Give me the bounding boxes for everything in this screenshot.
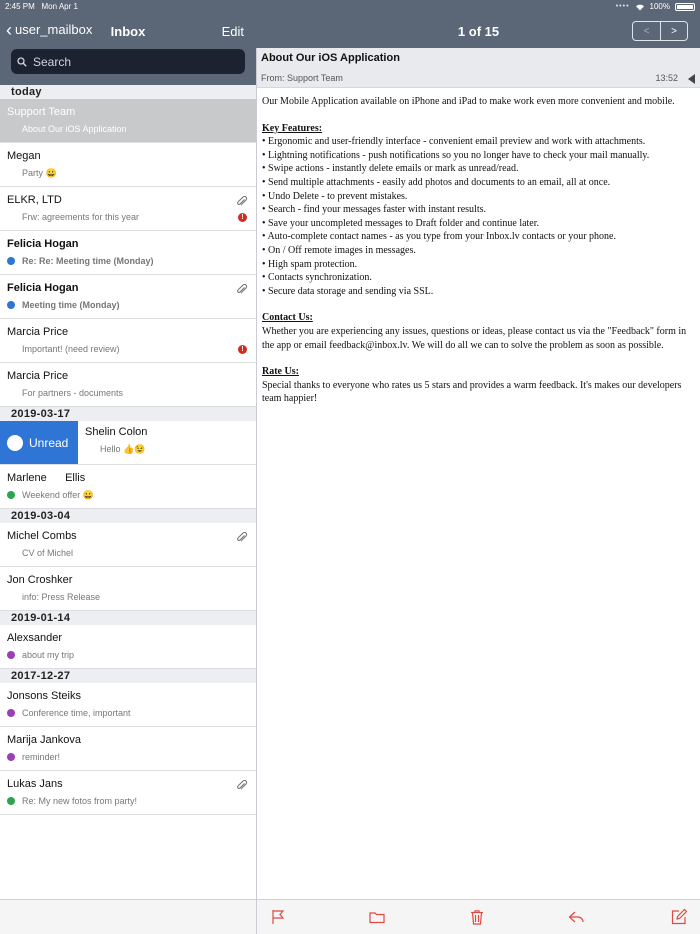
edit-button[interactable]: Edit bbox=[221, 24, 244, 39]
label-dot-icon bbox=[7, 651, 15, 659]
contact-text: Whether you are experiencing any issues, questions or ideas, please contact us via the "Feedback" form in the app or email feedback@inbox.lv. We will do all we can to solve the problem as soon as possible. bbox=[262, 325, 687, 351]
rate-heading: Rate Us: bbox=[262, 366, 299, 378]
status-right bbox=[616, 0, 695, 14]
message-subject: Re: My new fotos from party! bbox=[22, 796, 138, 806]
message-subject: info: Press Release bbox=[22, 592, 101, 602]
rate-block bbox=[262, 365, 694, 406]
status-time: 2:45 PM Mon Apr 1 bbox=[5, 2, 78, 11]
feature-item: • Auto-complete contact names - as you type from your Inbox.lv contacts or your phone. bbox=[262, 231, 616, 243]
list-item[interactable] bbox=[0, 683, 256, 727]
section-header: 2019-03-17 bbox=[0, 407, 256, 421]
message-subject: Important! (need review) bbox=[22, 344, 120, 354]
list-item[interactable] bbox=[0, 99, 256, 143]
paperclip-icon bbox=[236, 284, 248, 296]
section-header: 2017-12-27 bbox=[0, 669, 256, 683]
message-sender: Lukas Jans bbox=[7, 778, 63, 790]
message-sender: Jon Croshker bbox=[7, 574, 73, 586]
wifi-icon bbox=[635, 3, 645, 11]
section-header: 2019-01-14 bbox=[0, 611, 256, 625]
message-sender: Felicia Hogan bbox=[7, 238, 79, 250]
previous-message-button[interactable]: < bbox=[643, 25, 650, 37]
list-item[interactable] bbox=[0, 275, 256, 319]
message-subject: Frw: agreements for this year bbox=[22, 212, 140, 222]
message-sender: Marlene Ellis bbox=[7, 472, 86, 484]
list-item[interactable] bbox=[0, 771, 256, 815]
next-message-button[interactable]: > bbox=[660, 22, 687, 40]
intro-paragraph: Our Mobile Application available on iPhone and iPad to make work even more convenient and mobile. bbox=[262, 96, 675, 107]
label-dot-icon bbox=[7, 753, 15, 761]
battery-icon bbox=[675, 3, 695, 11]
trash-icon[interactable] bbox=[468, 908, 486, 926]
chevron-left-icon: ‹ bbox=[6, 19, 12, 40]
message-subject: reminder! bbox=[22, 752, 61, 762]
unread-dot-icon bbox=[7, 301, 15, 309]
message-title: About Our iOS Application bbox=[257, 48, 700, 69]
reader-nav bbox=[257, 14, 700, 48]
feature-item: • High spam protection. bbox=[262, 258, 358, 270]
search-input[interactable] bbox=[33, 55, 233, 69]
compose-icon[interactable] bbox=[670, 908, 688, 926]
message-counter: 1 of 15 bbox=[457, 24, 500, 39]
feature-item: • Ergonomic and user-friendly interface - convenient email preview and work with attachments. bbox=[262, 136, 646, 148]
feature-item: • Contacts synchronization. bbox=[262, 272, 372, 284]
section-header: 2019-03-04 bbox=[0, 509, 256, 523]
list-item[interactable] bbox=[0, 187, 256, 231]
list-item[interactable] bbox=[0, 231, 256, 275]
contact-block bbox=[262, 311, 694, 352]
feature-item: • Send multiple attachments - easily add photos and documents to an email, all at once. bbox=[262, 176, 611, 188]
label-dot-icon bbox=[7, 709, 15, 717]
reply-icon[interactable] bbox=[567, 908, 585, 926]
feature-item: • Undo Delete - to prevent mistakes. bbox=[262, 190, 408, 202]
collapse-triangle-icon[interactable] bbox=[688, 74, 695, 84]
signal-icon: •••• bbox=[615, 3, 630, 10]
search-bar bbox=[0, 48, 256, 85]
flag-icon[interactable] bbox=[269, 908, 287, 926]
message-sender: Support Team bbox=[7, 106, 76, 118]
list-item[interactable] bbox=[0, 465, 256, 509]
message-subject: Hello 👍😉 bbox=[100, 444, 146, 454]
message-sender: Marcia Price bbox=[7, 370, 69, 382]
navigation-bar bbox=[0, 0, 700, 48]
message-subject: Weekend offer 😀 bbox=[22, 490, 94, 500]
back-label: user_mailbox bbox=[15, 22, 93, 37]
message-subject: About Our iOS Application bbox=[22, 124, 127, 134]
list-item[interactable] bbox=[0, 625, 256, 669]
folder-icon[interactable] bbox=[368, 908, 386, 926]
section-header: today bbox=[0, 85, 256, 99]
message-toolbar bbox=[257, 899, 700, 934]
pager bbox=[632, 21, 688, 41]
message-from: From: Support Team bbox=[261, 73, 343, 83]
mark-unread-label: Unread bbox=[29, 435, 69, 450]
message-subject: Re: Re: Meeting time (Monday) bbox=[22, 256, 154, 266]
message-subject: Conference time, important bbox=[22, 708, 131, 718]
message-sender: Felicia Hogan bbox=[7, 282, 79, 294]
important-icon: ! bbox=[238, 345, 247, 354]
status-bar bbox=[0, 0, 700, 14]
battery-percent: 100% bbox=[649, 2, 670, 11]
list-toolbar bbox=[0, 899, 256, 934]
message-list[interactable] bbox=[0, 85, 256, 899]
feature-item: • Lightning notifications - push notifications so you no longer have to check your mail manually. bbox=[262, 149, 650, 161]
message-sender: Shelin Colon bbox=[85, 426, 148, 438]
message-subject: For partners - documents bbox=[22, 388, 124, 398]
message-sender: Michel Combs bbox=[7, 530, 77, 542]
paperclip-icon bbox=[236, 780, 248, 792]
rate-text: Special thanks to everyone who rates us 5 stars and provides a warm feedback. It's makes our developers team happier! bbox=[262, 379, 682, 405]
feature-item: • Secure data storage and sending via SSL. bbox=[262, 285, 434, 297]
list-item[interactable] bbox=[0, 727, 256, 771]
paperclip-icon bbox=[236, 532, 248, 544]
contact-heading: Contact Us: bbox=[262, 312, 313, 324]
features-block bbox=[262, 122, 694, 299]
message-sender: Marija Jankova bbox=[7, 734, 81, 746]
mark-unread-button[interactable] bbox=[0, 421, 78, 464]
message-sender: Megan bbox=[7, 150, 41, 162]
list-item[interactable] bbox=[0, 567, 256, 611]
message-subject: CV of Michel bbox=[22, 548, 74, 558]
feature-item: • On / Off remote images in messages. bbox=[262, 244, 416, 256]
unread-circle-icon bbox=[7, 435, 23, 451]
list-item[interactable] bbox=[0, 319, 256, 363]
search-icon bbox=[17, 57, 27, 67]
list-item[interactable] bbox=[0, 143, 256, 187]
label-dot-icon bbox=[7, 491, 15, 499]
search-field[interactable] bbox=[11, 49, 245, 74]
message-time: 13:52 bbox=[655, 73, 678, 83]
label-dot-icon bbox=[7, 797, 15, 805]
message-subject: about my trip bbox=[22, 650, 75, 660]
message-sender: Alexsander bbox=[7, 632, 63, 644]
list-item[interactable] bbox=[0, 363, 256, 407]
reading-pane bbox=[257, 48, 700, 899]
message-sender: Marcia Price bbox=[7, 326, 69, 338]
paperclip-icon bbox=[236, 196, 248, 208]
message-subject: Meeting time (Monday) bbox=[22, 300, 120, 310]
message-header bbox=[257, 69, 700, 88]
list-item[interactable] bbox=[0, 421, 256, 465]
unread-dot-icon bbox=[7, 257, 15, 265]
important-icon: ! bbox=[238, 213, 247, 222]
message-subject: Party 😀 bbox=[22, 168, 57, 178]
message-sender: Jonsons Steiks bbox=[7, 690, 81, 702]
message-sender: ELKR, LTD bbox=[7, 194, 62, 206]
features-heading: Key Features: bbox=[262, 122, 323, 134]
feature-item: • Swipe actions - instantly delete emails or mark as unread/read. bbox=[262, 163, 519, 175]
feature-item: • Search - find your messages faster with instant results. bbox=[262, 204, 487, 216]
list-nav bbox=[0, 14, 256, 48]
message-body bbox=[257, 88, 700, 406]
feature-item: • Save your uncompleted messages to Draft folder and continue later. bbox=[262, 217, 540, 229]
list-item[interactable] bbox=[0, 523, 256, 567]
page-title: Inbox bbox=[110, 24, 146, 39]
